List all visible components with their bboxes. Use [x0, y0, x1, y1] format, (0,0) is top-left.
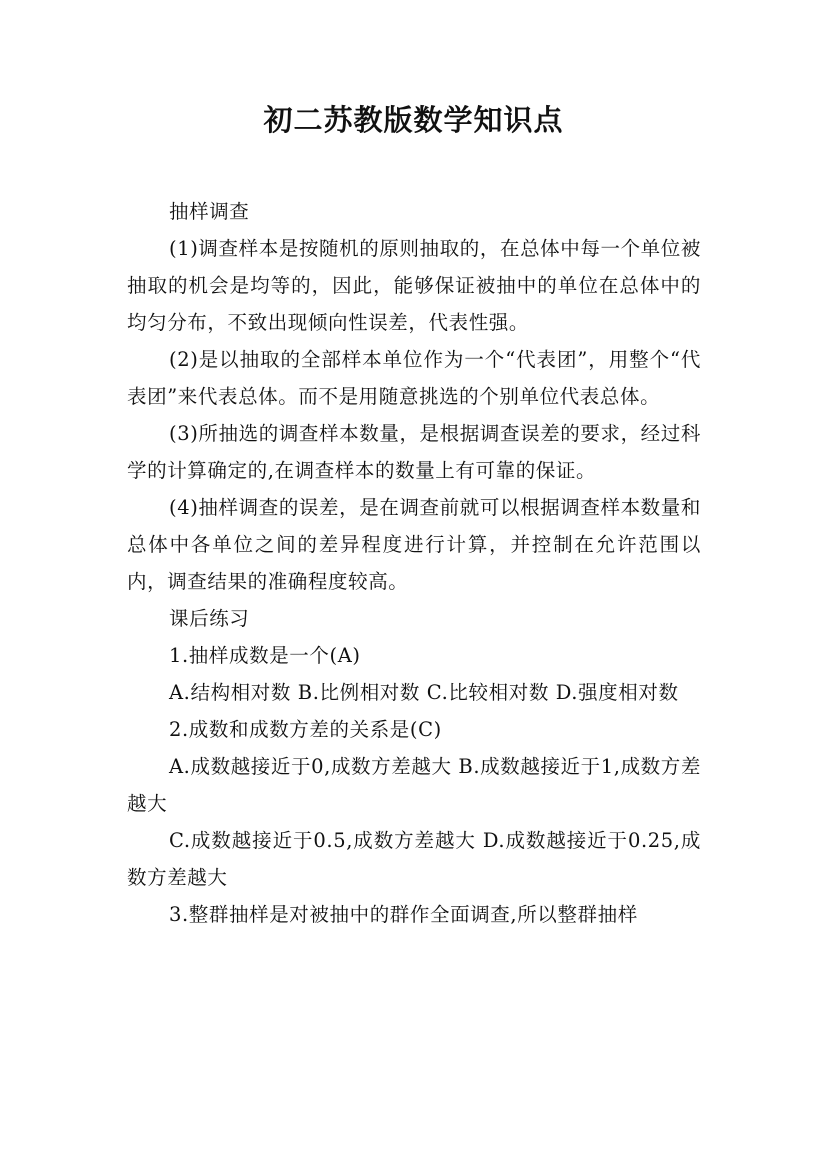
question-2: 2.成数和成数方差的关系是(C) [169, 718, 442, 741]
document-body [127, 193, 701, 933]
paragraph-point-1: (1)调查样本是按随机的原则抽取的，在总体中每一个单位被抽取的机会是均等的，因此，能够保证被抽中的单位在总体中的均匀分布，不致出现倾向性误差，代表性强。 [127, 237, 701, 334]
paragraph-point-3: (3)所抽选的调查样本数量，是根据调查误差的要求，经过科学的计算确定的,在调查样本的数量上有可靠的保证。 [127, 422, 701, 482]
paragraph-point-4: (4)抽样调查的误差，是在调查前就可以根据调查样本数量和总体中各单位之间的差异程度进行计算，并控制在允许范围以内，调查结果的准确程度较高。 [127, 496, 701, 593]
section-heading-exercises: 课后练习 [169, 607, 250, 630]
paragraph-point-2: (2)是以抽取的全部样本单位作为一个“代表团”，用整个“代表团”来代表总体。而不是用随意挑选的个别单位代表总体。 [127, 348, 701, 408]
question-1: 1.抽样成数是一个(A) [169, 644, 361, 667]
question-1-options: A.结构相对数 B.比例相对数 C.比较相对数 D.强度相对数 [169, 681, 679, 704]
question-3: 3.整群抽样是对被抽中的群作全面调查,所以整群抽样 [169, 903, 638, 926]
section-heading-sampling-survey: 抽样调查 [169, 200, 250, 223]
document-title: 初二苏教版数学知识点 [263, 103, 564, 137]
question-2-options-cd: C.成数越接近于0.5,成数方差越大 D.成数越接近于0.25,成数方差越大 [127, 829, 701, 889]
question-2-options-ab: A.成数越接近于0,成数方差越大 B.成数越接近于1,成数方差越大 [127, 755, 701, 815]
